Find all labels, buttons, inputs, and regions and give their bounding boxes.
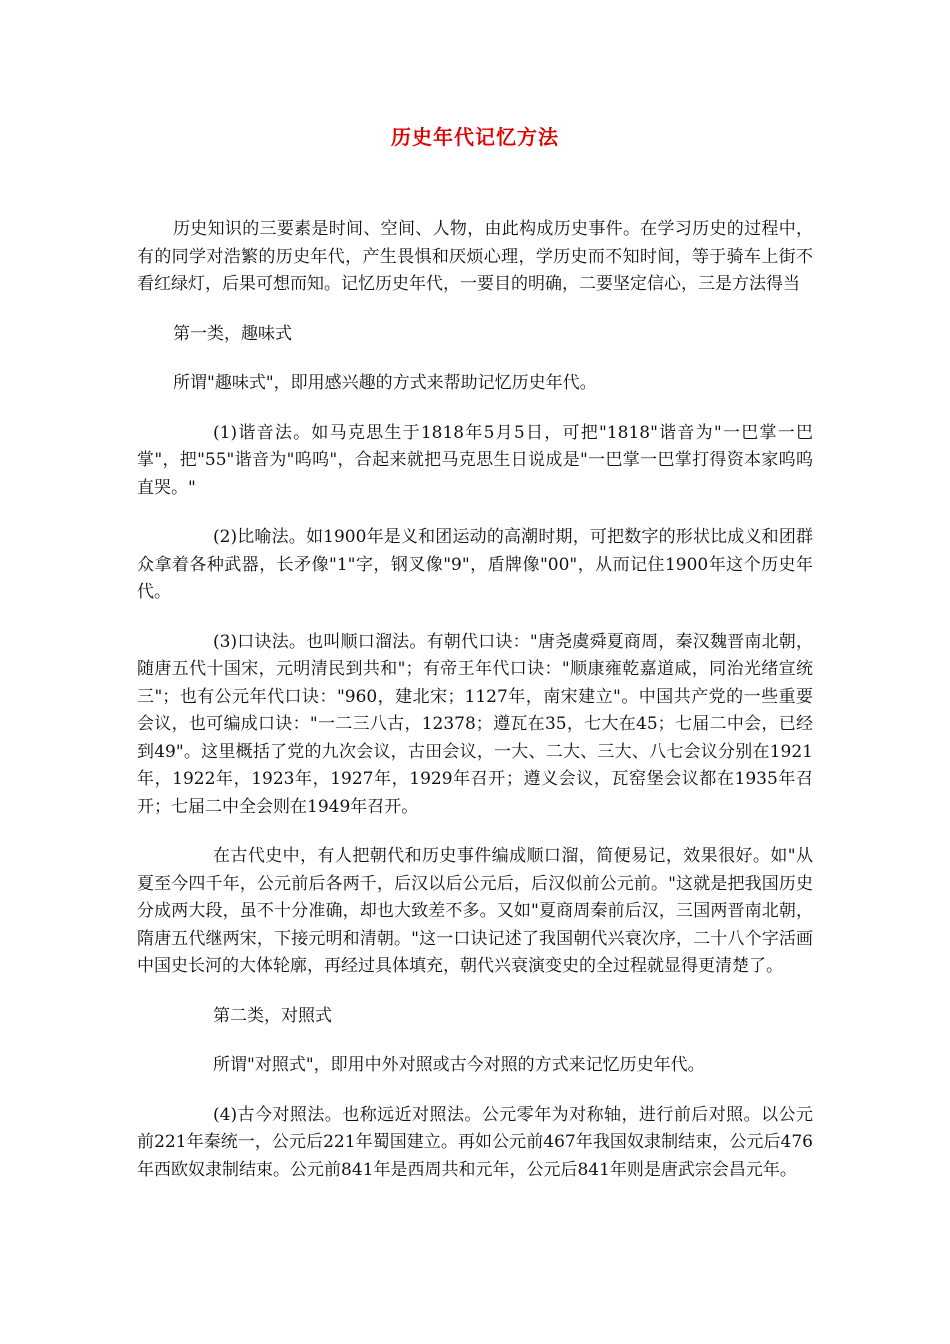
section-2-definition: 所谓"对照式"，即用中外对照或古今对照的方式来记忆历史年代。: [213, 1055, 705, 1075]
method-comparison-paragraph: (4)古今对照法。也称远近对照法。公元零年为对称轴，进行前后对照。以公元前221年秦统一，公元后221年蜀国建立。再如公元前467年我国奴隶制结束，公元后476年西欧奴隶制结束。公元前841年是西周共和元年，公元后841年则是唐武宗会昌元年。: [137, 1104, 813, 1180]
section-heading-2: 第二类，对照式: [213, 1005, 332, 1026]
ancient-history-paragraph: 在古代史中，有人把朝代和历史事件编成顺口溜，简便易记，效果很好。如"从夏至今四千年，公元前后各两千，后汉以后公元后，后汉似前公元前。"这就是把我国历史分成两大段，虽不十分准确，却也大致差不多。又如"夏商周秦前后汉，三国两晋南北朝，隋唐五代继两宋，下接元明和清朝。"这一口诀记述了我国朝代兴衰次序，二十八个字活画中国史长河的大体轮廓，再经过具体填充，朝代兴衰演变史的全过程就显得更清楚了。: [137, 846, 813, 976]
section-1-definition: 所谓"趣味式"，即用感兴趣的方式来帮助记忆历史年代。: [173, 373, 597, 393]
intro-paragraph: 历史知识的三要素是时间、空间、人物，由此构成历史事件。在学习历史的过程中，有的同学对浩繁的历史年代，产生畏惧和厌烦心理，学历史而不知时间，等于骑车上街不看红绿灯，后果可想而知。记忆历史年代，一要目的明确，二要坚定信心，三是方法得当: [137, 219, 813, 294]
method-metaphor-paragraph: (2)比喻法。如1900年是义和团运动的高潮时期，可把数字的形状比成义和团群众拿着各种武器，长矛像"1"字，钢叉像"9"，盾牌像"00"，从而记住1900年这个历史年代。: [137, 527, 813, 602]
section-heading-1: 第一类，趣味式: [173, 323, 292, 344]
method-rhyme-paragraph: (3)口诀法。也叫顺口溜法。有朝代口诀："唐尧虞舜夏商周，秦汉魏晋南北朝，随唐五代十国宋，元明清民到共和"；有帝王年代口诀："顺康雍乾嘉道咸，同治光绪宣统三"；也有公元年代口诀："960，建北宋；1127年，南宋建立"。中国共产党的一些重要会议，也可编成口诀："一二三八古，12378；遵瓦在35，七大在45；七届二中会，已经到49"。这里概括了党的九次会议，古田会议，一大、二大、三大、八七会议分别在1921年，1922年，1923年，1927年，1929年召开；遵义会议，瓦窑堡会议都在1935年召开；七届二中全会则在1949年召开。: [137, 631, 813, 817]
document-body: [137, 216, 813, 1184]
method-homophone-paragraph: (1)谐音法。如马克思生于1818年5月5日，可把"1818"谐音为"一巴掌一巴掌"，把"55"谐音为"呜呜"，合起来就把马克思生日说成是"一巴掌一巴掌打得资本家呜呜直哭。": [137, 422, 813, 498]
document-title: 历史年代记忆方法: [391, 125, 559, 149]
